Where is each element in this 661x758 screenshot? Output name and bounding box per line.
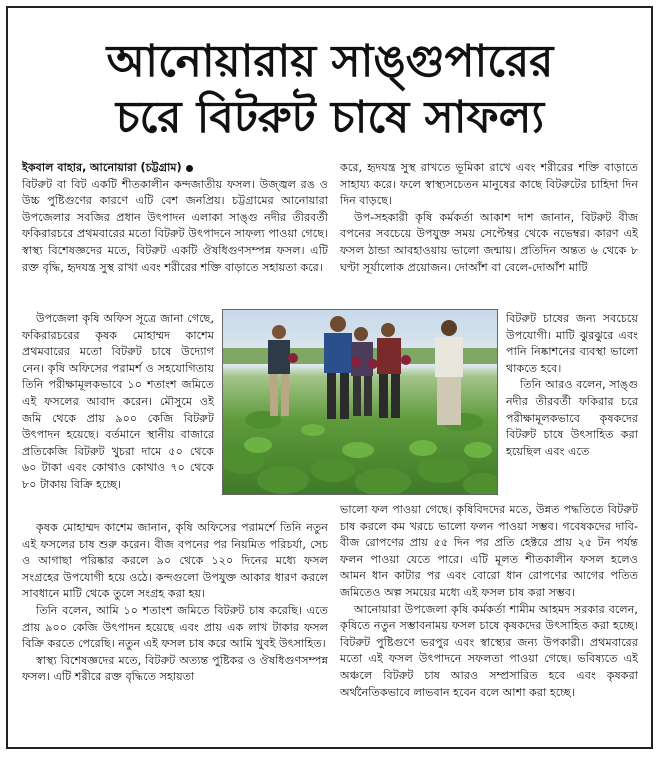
left-column-narrow xyxy=(22,311,214,494)
paragraph: উপজেলা কৃষি অফিস সূত্রে জানা গেছে, ফকিরারচরের কৃষক মোহাম্মদ কাশেম প্রথমবারের মতো বিটরুট চাষে উদ্যোগ নেন। কৃষি অফিসের পরামর্শ ও সহযোগিতায় তিনি পরীক্ষামূলকভাবে ১০ শতাংশ জমিতে এই ফসলের আবাদ করেন। মৌসুমে ওই জমি থেকে প্রায় ৯০০ কেজি বিটরুট উৎপাদন হয়েছে। বর্তমানে স্থানীয় বাজারে প্রতিকেজি বিটরুট খুচরা দামে ৫০ থেকে ৬০ টাকা এবং কোথাও কোথাও ৭০ থেকে ৮০ টাকায় বিক্রি হচ্ছে। xyxy=(22,312,214,491)
farm-field-illustration xyxy=(223,310,498,495)
paragraph: ভালো ফল পাওয়া গেছে। কৃষিবিদদের মতে, উন্নত পদ্ধতিতে বিটরুট চাষ করলে কম খরচে ভালো ফলন পাওয়া সম্ভব। গবেষকদের দাবি- বীজ রোপণের প্রায় ৫৫ দিন পর প্রতি হেক্টরে প্রায় ২৫ টন পর্যন্ত ফলন পাওয়া যেতে পারে। এটি মূলত শীতকালীন ফসল হলেও আমন ধান কাটার পর এবং বোরো ধান রোপণের আগের পতিত জমিতেও অল্প সময়ের মধ্যে এই ফসল চাষ করা সম্ভব। xyxy=(340,503,638,599)
right-column-bottom xyxy=(340,502,638,701)
paragraph: বিটরুট চাষের জন্য সবচেয়ে উপযোগী। মাটি ঝুরঝুরে এবং পানি নিষ্কাশনের ব্যবস্থা ভালো থাকতে হবে। xyxy=(506,312,638,375)
article-photo xyxy=(222,309,498,495)
headline-line-1: আনোয়ারায় সাঙ্গুপারের xyxy=(106,36,554,87)
person-2 xyxy=(324,316,352,419)
left-column-top xyxy=(22,160,328,276)
paragraph: তিনি বলেন, আমি ১০ শতাংশ জমিতে বিটরুট চাষ করেছি। এতে প্রায় ৯০০ কেজি উৎপাদন হয়েছে এবং প্রায় এক লাখ টাকার ফসল বিক্রি করতে পেরেছি। নতুন এই ফসল চাষ করে আমি খুবই উৎসাহিত। xyxy=(22,603,328,651)
byline xyxy=(22,160,328,177)
paragraph: করে, হৃদযন্ত্র সুস্থ রাখতে ভূমিকা রাখে এবং শরীরের শক্তি বাড়াতে সাহায্য করে। ফলে স্বাস্থ্যসচেতন মানুষের কাছে বিটরুটের চাহিদা দিন দিন বাড়ছে। xyxy=(340,161,638,208)
paragraph: বিটরুট বা বিট একটি শীতকালীন কন্দজাতীয় ফসল। উজ্জ্বল রঙ ও উচ্চ পুষ্টিগুণের কারণে এটি বেশ জনপ্রিয়। চট্টগ্রামের আনোয়ারা উপজেলার সবজির প্রধান উৎপাদন এলাকা সাঙ্গু নদীর তীরবর্তী ফকিরারচরে প্রথমবারের মতো বিটরুট উৎপাদনে সাফল্য পাওয়া গেছে। স্বাস্থ্য বিশেষজ্ঞদের মতে, বিটরুট একটি ঔষধিগুণসম্পন্ন ফসল। এটি রক্ত বৃদ্ধি, হৃদযন্ত্র সুস্থ রাখা এবং শরীরের শক্তি বাড়াতে সহায়তা করে। xyxy=(22,177,328,274)
right-column-top xyxy=(340,160,638,276)
byline-place: আনোয়ারা (চট্টগ্রাম) xyxy=(89,161,182,174)
paragraph: তিনি আরও বলেন, সাঙ্গু নদীর তীরবর্তী ফকিরার চরে পরীক্ষামূলকভাবে কৃষকদের বিটরুট চাষে উৎসাহিত করা হয়েছিল এবং এতে xyxy=(506,378,638,458)
bullet-icon xyxy=(186,165,193,172)
right-column-narrow xyxy=(506,311,638,460)
headline-line-2: চরে বিটরুট চাষে সাফল্য xyxy=(115,92,545,143)
paragraph: স্বাস্থ্য বিশেষজ্ঞদের মতে, বিটরুট অত্যন্ত পুষ্টিকর ও ঔষধিগুণসম্পন্ন ফসল। এটি শরীরে রক্ত বৃদ্ধিতে সহায়তা xyxy=(22,653,328,684)
person-1 xyxy=(268,325,290,416)
paragraph: উপ-সহকারী কৃষি কর্মকর্তা আকাশ দাশ জানান, বিটরুট বীজ বপনের সবচেয়ে উপযুক্ত সময় সেপ্টেম্বর থেকে নভেম্বর। কারণ এই ফসল ঠান্ডা আবহাওয়ায় ভালো জন্মায়। প্রতিদিন অন্তত ৬ থেকে ৮ ঘণ্টা সূর্যালোক প্রয়োজন। দোআঁশ বা বেলে-দোআঁশ মাটি xyxy=(340,210,638,274)
person-3 xyxy=(351,327,373,416)
person-5 xyxy=(435,320,463,425)
left-column-bottom xyxy=(22,520,328,686)
person-4 xyxy=(377,323,401,418)
byline-author: ইকবাল বাহার, xyxy=(22,161,87,174)
paragraph: কৃষক মোহাম্মদ কাশেম জানান, কৃষি অফিসের পরামর্শে তিনি নতুন এই ফসলের চাষ শুরু করেন। বীজ বপনের পর নিয়মিত পরিচর্যা, সেচ ও আগাছা পরিষ্কার করলে ৯০ থেকে ১২০ দিনের মধ্যে ফসল সংগ্রহের উপযোগী হয়ে ওঠে। কন্দগুলো উপযুক্ত আকার ধারণ করলে সাবধানে মাটি থেকে তুলে সংগ্রহ করা হয়। xyxy=(22,521,328,601)
paragraph: আনোয়ারা উপজেলা কৃষি কর্মকর্তা শামীম আহমদ সরকার বলেন, কৃষিতে নতুন সম্ভাবনাময় ফসল চাষে কৃষকদের উৎসাহিত করা হচ্ছে। বিটরুট পুষ্টিগুণে ভরপুর এবং স্বাস্থ্যের জন্য উপকারী। প্রথমবারের মতো এই ফসল উৎপাদনে সফলতা পাওয়া গেছে। ভবিষ্যতে এই অঞ্চলে বিটরুট চাষ আরও সম্প্রসারিত হবে এবং কৃষকরা অর্থনৈতিকভাবে লাভবান হবেন বলে আশা করা হচ্ছে। xyxy=(340,602,638,699)
